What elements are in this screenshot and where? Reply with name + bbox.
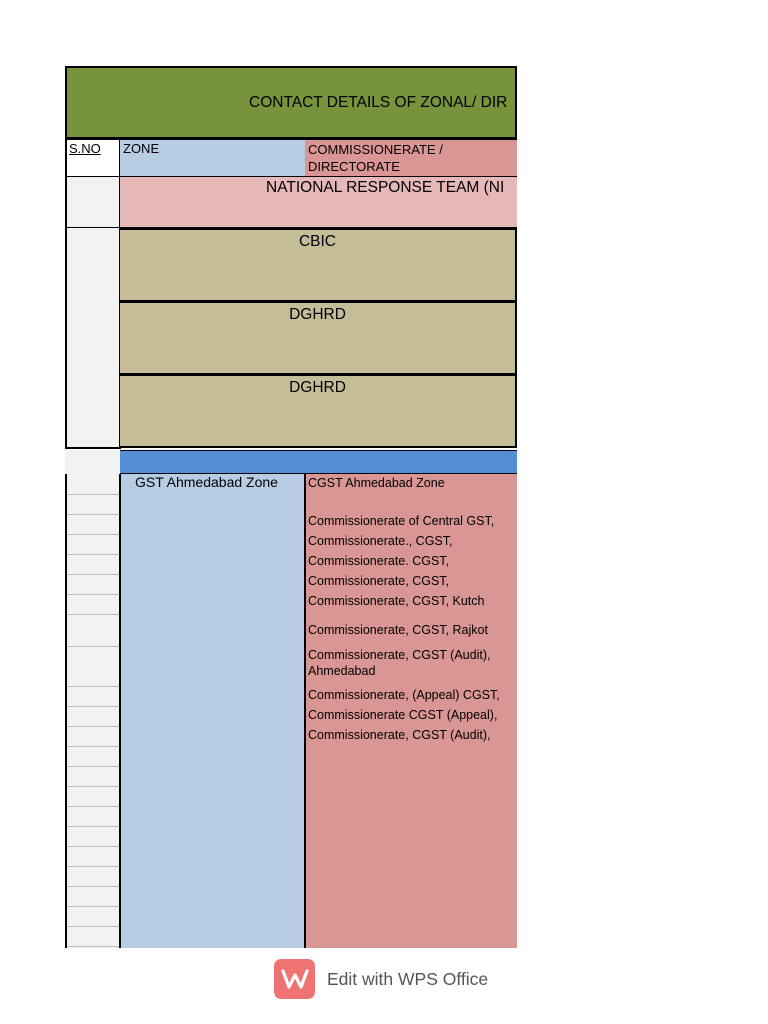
wps-edit-button[interactable] (274, 959, 504, 999)
commissionerate-item: Commissionerate, CGST, Kutch (308, 594, 485, 608)
commissionerate-item: Commissionerate, CGST, Rajkot (308, 623, 488, 637)
sno-cell (67, 534, 119, 555)
zone-column (121, 474, 306, 948)
commissionerate-item: Commissionerate, (Appeal) CGST, (308, 688, 500, 702)
divider-sno-cell (65, 450, 121, 474)
commissionerate-item: Commissionerate of Central GST, (308, 514, 495, 528)
sno-cell (67, 786, 119, 807)
sno-cell (67, 706, 119, 727)
sno-cell (67, 614, 119, 647)
header-zone: ZONE (120, 138, 306, 178)
commissionerate-item: Commissionerate, CGST (Audit), Ahmedabad (308, 648, 491, 678)
sheet-title (65, 66, 517, 139)
commissionerate-item: Commissionerate. CGST, (308, 554, 450, 568)
sno-cell (67, 766, 119, 787)
sno-cell (67, 594, 119, 615)
sno-column (65, 474, 121, 948)
sno-cell (67, 806, 119, 827)
sno-cell (67, 474, 119, 495)
sno-cell (67, 646, 119, 687)
commissionerate-item: Commissionerate., CGST, (308, 534, 453, 548)
wps-edit-label: Edit with WPS Office (327, 968, 489, 989)
section-dghrd-2: DGHRD (120, 374, 517, 448)
sno-cell (67, 574, 119, 595)
commissionerate-column (306, 474, 517, 948)
nrt-sno-cell (65, 177, 121, 229)
nrt-row: NATIONAL RESPONSE TEAM (NI (120, 177, 517, 229)
commissionerate-item: CGST Ahmedabad Zone (308, 476, 445, 490)
commissionerate-item: Commissionerate, CGST, (308, 574, 450, 588)
sno-cell (67, 866, 119, 887)
sno-cell (67, 494, 119, 515)
sno-cell (67, 726, 119, 747)
sno-cell (67, 886, 119, 907)
sno-cell (67, 686, 119, 707)
sno-cell (67, 826, 119, 847)
header-commissionerate: COMMISSIONERATE / DIRECTORATE (305, 138, 517, 178)
header-sno: S.NO (65, 138, 121, 178)
section-sno-cell (65, 228, 121, 449)
sno-cell (67, 514, 119, 535)
sno-cell (67, 746, 119, 767)
wps-logo-icon (274, 959, 315, 999)
sno-cell (67, 906, 119, 927)
section-dghrd-1: DGHRD (120, 301, 517, 375)
sno-cell (67, 926, 119, 947)
commissionerate-item: Commissionerate, CGST (Audit), (308, 728, 491, 742)
sheet-title-text: CONTACT DETAILS OF ZONAL/ DIR (249, 93, 508, 111)
sno-cell (67, 554, 119, 575)
zone-name: GST Ahmedabad Zone (135, 474, 278, 490)
sno-cell (67, 846, 119, 867)
section-cbic: CBIC (120, 228, 517, 302)
divider-bar (120, 450, 517, 474)
commissionerate-item: Commissionerate CGST (Appeal), (308, 708, 498, 722)
